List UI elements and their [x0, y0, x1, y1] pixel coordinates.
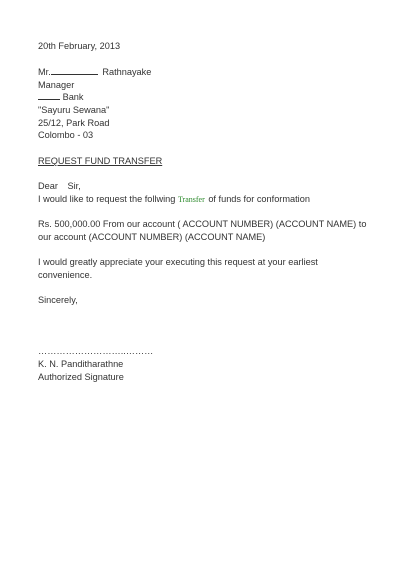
paragraph-request-before: I would like to request the follwing: [38, 194, 178, 204]
recipient-name-blank: [51, 66, 98, 75]
salutation: [38, 180, 81, 192]
signature-line: ………………………..………: [38, 346, 154, 356]
paragraph-request: [38, 193, 310, 206]
paragraph-request-highlight: Transfer: [177, 195, 205, 204]
signer-role: Authorized Signature: [38, 372, 124, 382]
recipient-name-line: [38, 66, 151, 78]
paragraph-appreciation-line1: I would greatly appreciate your executing this request at your earliest: [38, 257, 318, 267]
letter-subject: REQUEST FUND TRANSFER: [38, 156, 163, 166]
recipient-bank-suffix: Bank: [62, 92, 84, 102]
closing: Sincerely,: [38, 295, 78, 305]
recipient-bank-line: [38, 91, 84, 103]
recipient-surname: Rathnayake: [102, 67, 152, 77]
paragraph-request-after: of funds for conformation: [208, 194, 310, 204]
salutation-dear: Dear: [38, 181, 58, 191]
recipient-title: Manager: [38, 80, 75, 90]
paragraph-appreciation-line2: convenience.: [38, 270, 93, 280]
paragraph-amount-line1: Rs. 500,000.00 From our account ( ACCOUNT NUMBER) (ACCOUNT NAME) to: [38, 219, 367, 229]
signer-name: K. N. Panditharathne: [38, 359, 124, 369]
bank-name-blank: [38, 91, 60, 100]
recipient-street: 25/12, Park Road: [38, 118, 110, 128]
letter-date: 20th February, 2013: [38, 41, 121, 51]
recipient-prefix: Mr.: [38, 67, 51, 77]
recipient-building: "Sayuru Sewana": [38, 105, 110, 115]
recipient-city: Colombo - 03: [38, 130, 94, 140]
salutation-name: Sir,: [67, 181, 81, 191]
paragraph-amount-line2: our account (ACCOUNT NUMBER) (ACCOUNT NAME): [38, 232, 266, 242]
